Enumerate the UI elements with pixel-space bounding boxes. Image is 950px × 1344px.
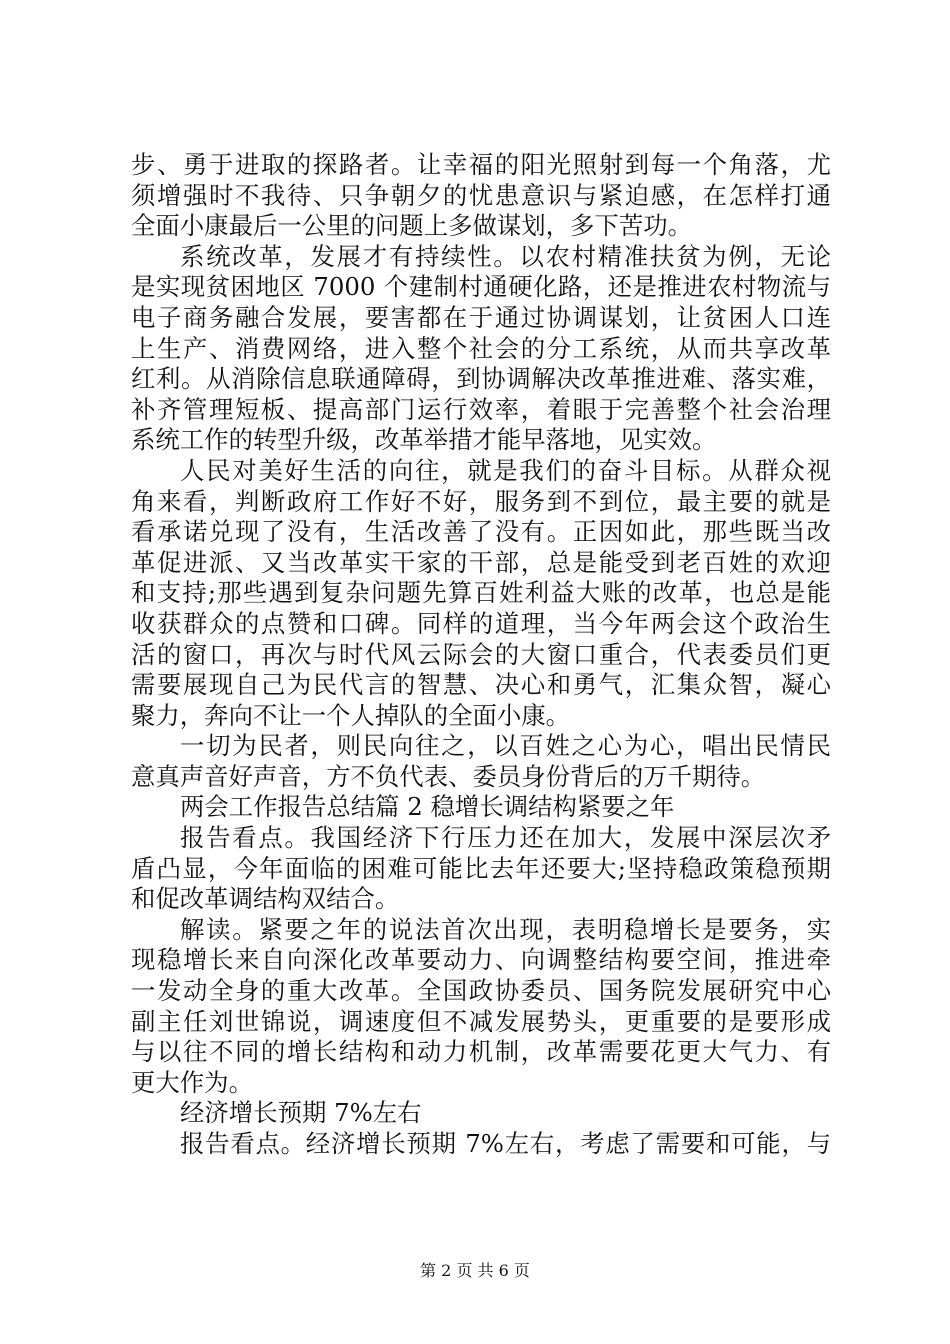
text-line: 聚力，奔向不让一个人掉队的全面小康。 xyxy=(131,700,571,730)
text-line: 红利。从消除信息联通障碍，到协调解决改革推进难、落实难， xyxy=(131,364,831,394)
text-line: 全面小康最后一公里的问题上多做谋划，多下苦功。 xyxy=(131,211,692,241)
text-line: 步、勇于进取的探路者。让幸福的阳光照射到每一个角落，尤 xyxy=(131,150,831,179)
page-number: 第 2 页 共 6 页 xyxy=(420,1261,530,1280)
text-line: 现稳增长来自向深化改革要动力、向调整结构要空间，推进牵 xyxy=(131,945,831,975)
text-line: 报告看点。我国经济下行压力还在加大，发展中深层次矛 xyxy=(180,823,831,853)
text-line: 系统工作的转型升级，改革举措才能早落地，见实效。 xyxy=(131,425,717,455)
text-line: 盾凸显，今年面临的困难可能比去年还要大;坚持稳政策稳预期 xyxy=(131,853,831,883)
text-line: 系统改革，发展才有持续性。以农村精准扶贫为例，无论 xyxy=(180,241,831,271)
text-line: 革促进派、又当改革实干家的干部，总是能受到老百姓的欢迎 xyxy=(131,547,831,577)
text-line: 两会工作报告总结篇 2 稳增长调结构紧要之年 xyxy=(180,792,675,822)
text-line: 补齐管理短板、提高部门运行效率，着眼于完善整个社会治理 xyxy=(131,394,831,424)
text-line: 需要展现自己为民代言的智慧、决心和勇气，汇集众智，凝心 xyxy=(131,670,831,700)
text-line: 是实现贫困地区 7000 个建制村通硬化路，还是推进农村物流与 xyxy=(131,272,831,302)
text-line: 看承诺兑现了没有，生活改善了没有。正因如此，那些既当改 xyxy=(131,517,831,547)
text-line: 和促改革调结构双结合。 xyxy=(131,884,400,914)
text-line: 解读。紧要之年的说法首次出现，表明稳增长是要务，实 xyxy=(180,914,831,944)
page-footer xyxy=(0,1258,950,1281)
text-line: 人民对美好生活的向往，就是我们的奋斗目标。从群众视 xyxy=(180,455,831,485)
text-line: 副主任刘世锦说，调速度但不减发展势头，更重要的是要形成 xyxy=(131,1006,831,1036)
text-line: 一切为民者，则民向往之，以百姓之心为心，唱出民情民 xyxy=(180,731,831,761)
document-body xyxy=(131,150,831,1160)
text-line: 一发动全身的重大改革。全国政协委员、国务院发展研究中心 xyxy=(131,976,831,1006)
text-line: 经济增长预期 7%左右 xyxy=(180,1098,422,1128)
text-line: 报告看点。经济增长预期 7%左右，考虑了需要和可能，与 xyxy=(180,1129,831,1158)
text-line: 电子商务融合发展，要害都在于通过协调谋划，让贫困人口连 xyxy=(131,302,831,332)
text-line: 与以往不同的增长结构和动力机制，改革需要花更大气力、有 xyxy=(131,1037,831,1067)
text-line: 活的窗口，再次与时代风云际会的大窗口重合，代表委员们更 xyxy=(131,639,831,669)
text-line: 上生产、消费网络，进入整个社会的分工系统，从而共享改革 xyxy=(131,333,831,363)
text-line: 须增强时不我待、只争朝夕的忧患意识与紧迫感，在怎样打通 xyxy=(131,180,831,210)
text-line: 更大作为。 xyxy=(131,1067,253,1097)
text-line: 角来看，判断政府工作好不好，服务到不到位，最主要的就是 xyxy=(131,486,831,516)
text-line: 意真声音好声音，方不负代表、委员身份背后的万千期待。 xyxy=(131,761,766,791)
text-line: 收获群众的点赞和口碑。同样的道理，当今年两会这个政治生 xyxy=(131,608,831,638)
text-line: 和支持;那些遇到复杂问题先算百姓利益大账的改革，也总是能 xyxy=(131,578,831,608)
